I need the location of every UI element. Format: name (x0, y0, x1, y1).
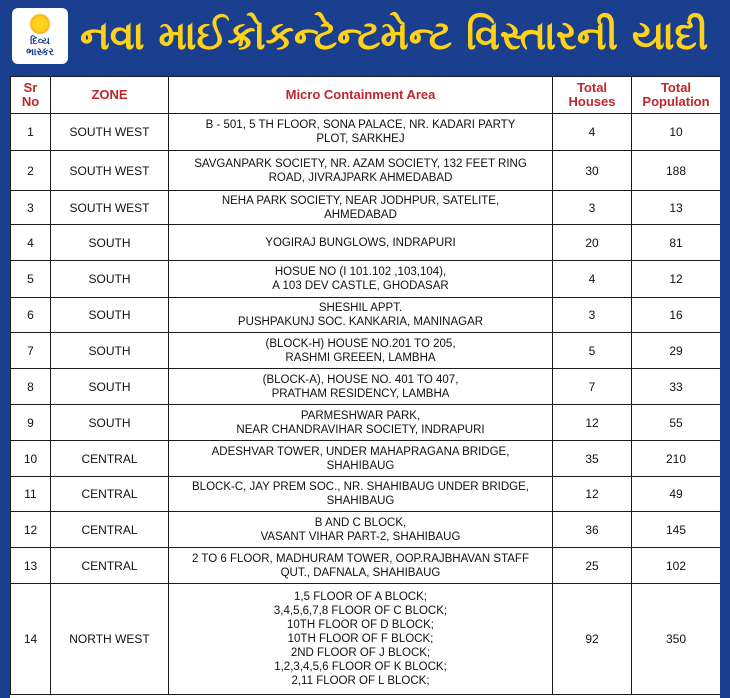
cell-zone: CENTRAL (51, 477, 169, 512)
cell-sr-no: 8 (11, 369, 51, 405)
table-row (11, 191, 721, 225)
cell-sr-no: 1 (11, 114, 51, 151)
table-row (11, 512, 721, 548)
cell-sr-no: 4 (11, 225, 51, 261)
header-zone: ZONE (51, 77, 169, 114)
table-row (11, 548, 721, 584)
cell-zone: CENTRAL (51, 441, 169, 477)
area-line: B AND C BLOCK, (314, 516, 407, 529)
cell-area (169, 512, 553, 548)
cell-area (169, 477, 553, 512)
cell-sr-no: 6 (11, 298, 51, 333)
cell-total-population: 49 (632, 477, 721, 512)
logo-text-line2: ભાસ્કર (26, 47, 54, 58)
cell-zone: CENTRAL (51, 512, 169, 548)
cell-total-population: 102 (632, 548, 721, 584)
header-total-population: Total Population (632, 77, 721, 114)
area-line: 10TH FLOOR OF F BLOCK; (287, 633, 434, 645)
cell-area (169, 333, 553, 369)
table-row (11, 151, 721, 191)
area-line: SAVGANPARK SOCIETY, NR. AZAM SOCIETY, 132 FEET RING (194, 157, 527, 170)
area-line: RASHMI GREEEN, LAMBHA (285, 351, 436, 364)
cell-zone: SOUTH WEST (51, 191, 169, 225)
cell-area (169, 114, 553, 151)
cell-total-houses: 7 (553, 369, 632, 405)
cell-total-population: 33 (632, 369, 721, 405)
area-line: VASANT VIHAR PART-2, SHAHIBAUG (260, 530, 461, 543)
cell-zone: SOUTH WEST (51, 114, 169, 151)
page-title: નવા માઈક્રોકન્ટેન્ટમેન્ટ વિસ્તારની યાદી (80, 13, 709, 59)
header-area: Micro Containment Area (169, 77, 553, 114)
cell-total-houses: 25 (553, 548, 632, 584)
cell-total-houses: 12 (553, 405, 632, 441)
cell-zone: CENTRAL (51, 548, 169, 584)
table-row (11, 333, 721, 369)
cell-total-population: 188 (632, 151, 721, 191)
cell-zone: NORTH WEST (51, 584, 169, 695)
table-row (11, 369, 721, 405)
table-row (11, 261, 721, 298)
cell-sr-no: 14 (11, 584, 51, 695)
cell-total-houses: 36 (553, 512, 632, 548)
area-line: ROAD, JIVRAJPARK AHMEDABAD (268, 171, 453, 184)
table-header-row (11, 77, 721, 114)
table-row (11, 114, 721, 151)
cell-total-houses: 12 (553, 477, 632, 512)
divya-bhaskar-logo (12, 8, 68, 64)
cell-sr-no: 2 (11, 151, 51, 191)
cell-total-houses: 4 (553, 114, 632, 151)
cell-area (169, 369, 553, 405)
area-line: NEAR CHANDRAVIHAR SOCIETY, INDRAPURI (236, 423, 485, 436)
cell-total-houses: 4 (553, 261, 632, 298)
cell-zone: SOUTH WEST (51, 151, 169, 191)
cell-total-population: 55 (632, 405, 721, 441)
table-row (11, 225, 721, 261)
area-line: 1,2,3,4,5,6 FLOOR OF K BLOCK; (274, 661, 447, 673)
cell-total-population: 81 (632, 225, 721, 261)
cell-zone: SOUTH (51, 405, 169, 441)
cell-total-houses: 20 (553, 225, 632, 261)
cell-sr-no: 10 (11, 441, 51, 477)
area-line: A 103 DEV CASTLE, GHODASAR (272, 280, 449, 292)
cell-total-population: 10 (632, 114, 721, 151)
cell-total-houses: 3 (553, 298, 632, 333)
containment-table (10, 76, 720, 695)
cell-area (169, 225, 553, 261)
cell-sr-no: 13 (11, 548, 51, 584)
cell-total-population: 145 (632, 512, 721, 548)
area-line: SHESHIL APPT. (318, 302, 403, 314)
sun-icon (30, 14, 50, 34)
cell-area (169, 261, 553, 298)
cell-area (169, 191, 553, 225)
cell-total-population: 16 (632, 298, 721, 333)
cell-total-houses: 5 (553, 333, 632, 369)
cell-total-houses: 30 (553, 151, 632, 191)
area-line: AHMEDABAD (324, 208, 397, 221)
area-line: SHAHIBAUG (326, 495, 395, 507)
cell-total-population: 350 (632, 584, 721, 695)
header-sr-no: Sr No (11, 77, 51, 114)
area-line: B - 501, 5 TH FLOOR, SONA PALACE, NR. KADARI PARTY (205, 119, 516, 131)
area-line: PRATHAM RESIDENCY, LAMBHA (271, 387, 450, 400)
area-line: SHAHIBAUG (326, 459, 395, 472)
cell-zone: SOUTH (51, 333, 169, 369)
area-line: 10TH FLOOR OF D BLOCK; (287, 619, 434, 631)
cell-area (169, 405, 553, 441)
table-row (11, 477, 721, 512)
header-total-houses: Total Houses (553, 77, 632, 114)
cell-total-houses: 92 (553, 584, 632, 695)
area-line: NEHA PARK SOCIETY, NEAR JODHPUR, SATELITE, (221, 194, 500, 207)
cell-total-houses: 3 (553, 191, 632, 225)
area-line: PARMESHWAR PARK, (300, 409, 421, 422)
cell-total-population: 29 (632, 333, 721, 369)
table-row (11, 405, 721, 441)
cell-sr-no: 12 (11, 512, 51, 548)
logo-text-line1: દિવ્ય (30, 36, 50, 47)
area-line: BLOCK-C, JAY PREM SOC., NR. SHAHIBAUG UNDER BRIDGE, (192, 481, 529, 493)
cell-area (169, 151, 553, 191)
cell-sr-no: 7 (11, 333, 51, 369)
table-body (11, 114, 721, 695)
area-line: (BLOCK-H) HOUSE NO.201 TO 205, (265, 337, 456, 350)
table-row (11, 441, 721, 477)
cell-total-population: 12 (632, 261, 721, 298)
area-line: YOGIRAJ BUNGLOWS, INDRAPURI (265, 236, 456, 249)
cell-sr-no: 5 (11, 261, 51, 298)
area-line: ADESHVAR TOWER, UNDER MAHAPRAGANA BRIDGE, (211, 445, 510, 458)
cell-total-population: 13 (632, 191, 721, 225)
area-line: PLOT, SARKHEJ (316, 133, 405, 145)
area-line: 2ND FLOOR OF J BLOCK; (290, 647, 431, 659)
cell-zone: SOUTH (51, 369, 169, 405)
cell-sr-no: 11 (11, 477, 51, 512)
area-line: 3,4,5,6,7,8 FLOOR OF C BLOCK; (273, 605, 448, 617)
cell-area (169, 584, 553, 695)
table-row (11, 298, 721, 333)
cell-total-houses: 35 (553, 441, 632, 477)
containment-table-sheet (10, 76, 720, 698)
header-banner (0, 0, 730, 72)
area-line: (BLOCK-A), HOUSE NO. 401 TO 407, (262, 373, 459, 386)
cell-sr-no: 9 (11, 405, 51, 441)
area-line: QUT., DAFNALA, SHAHIBAUG (280, 566, 441, 579)
cell-zone: SOUTH (51, 298, 169, 333)
cell-zone: SOUTH (51, 225, 169, 261)
cell-sr-no: 3 (11, 191, 51, 225)
area-line: 2,11 FLOOR OF L BLOCK; (291, 675, 430, 687)
cell-total-population: 210 (632, 441, 721, 477)
cell-area (169, 548, 553, 584)
table-row (11, 584, 721, 695)
cell-area (169, 441, 553, 477)
area-line: HOSUE NO (I 101.102 ,103,104), (274, 266, 447, 278)
area-line: PUSHPAKUNJ SOC. KANKARIA, MANINAGAR (237, 316, 484, 328)
cell-area (169, 298, 553, 333)
area-line: 1,5 FLOOR OF A BLOCK; (294, 591, 427, 603)
area-line: 2 TO 6 FLOOR, MADHURAM TOWER, OOP.RAJBHAVAN STAFF (192, 552, 529, 565)
cell-zone: SOUTH (51, 261, 169, 298)
